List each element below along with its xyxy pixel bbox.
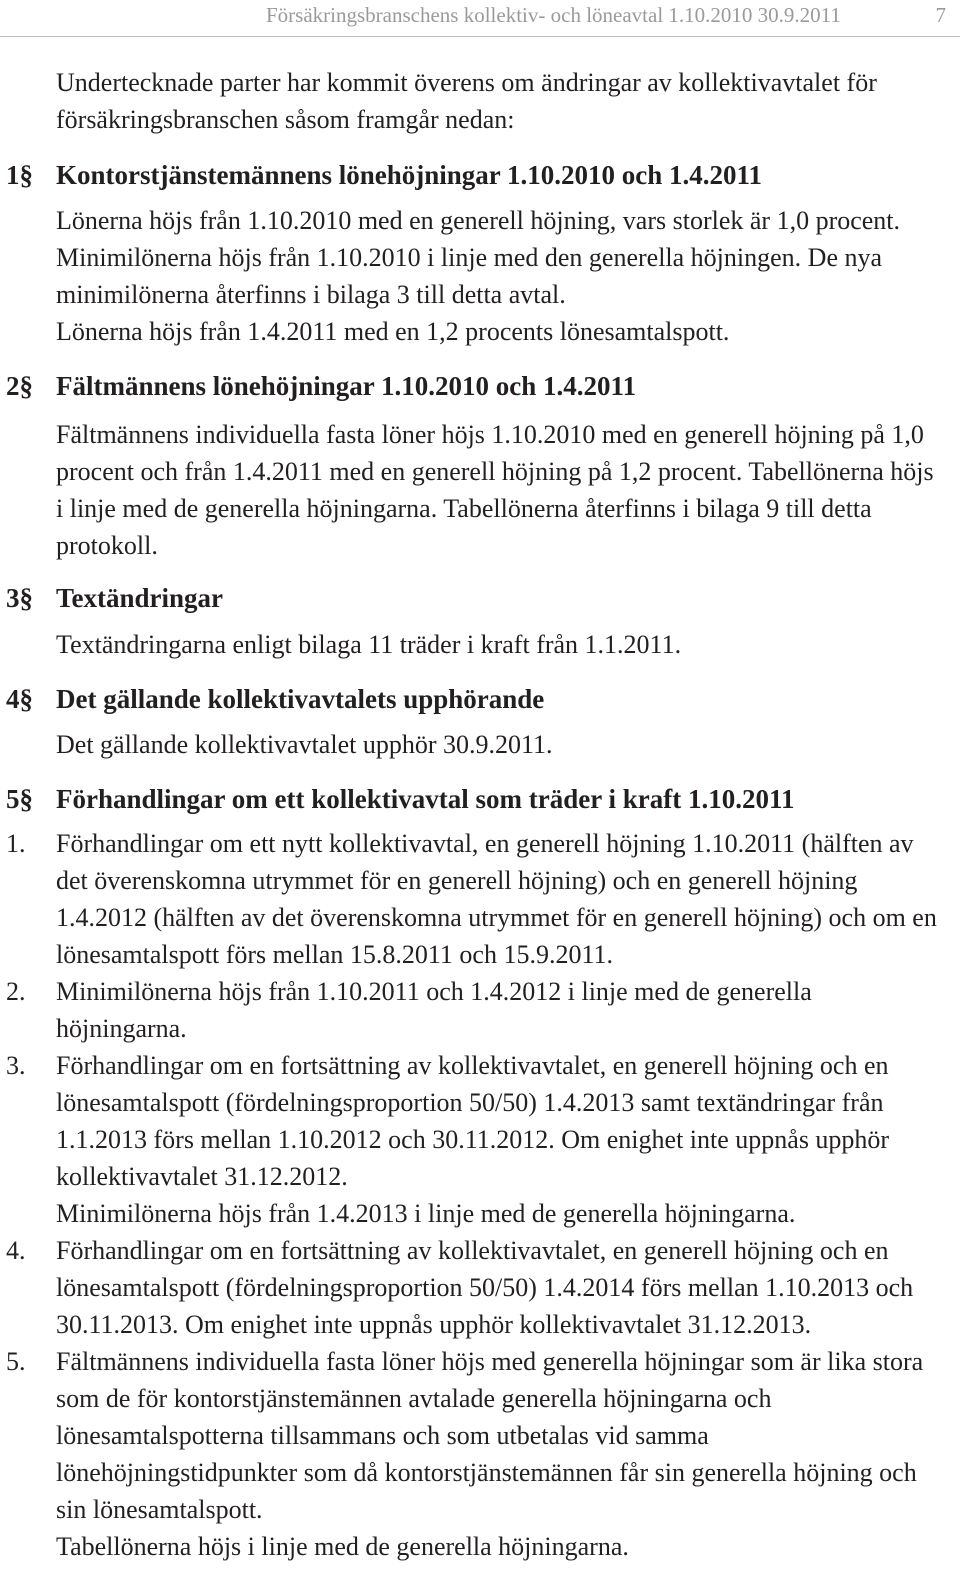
section-1-paragraph: Lönerna höjs från 1.4.2011 med en 1,2 procents lönesamtalspott. — [56, 317, 730, 346]
list-item-number: 1. — [6, 829, 26, 858]
list-item-text: Fältmännens individuella fasta löner höjs med generella höjningar som är lika stora som de för kontorstjänstemännen avtalade generella höjningarna och lönesamtalspotterna tillsammans och som utbetalas vid samma lönehöjningstidpunkter som då kontorstjänstemännen får sin generella höjning och sin lönesamtalspott. — [56, 1347, 924, 1524]
list-item-number: 4. — [6, 1236, 26, 1265]
list-item-text: Förhandlingar om en fortsättning av kollektivavtalet, en generell höjning och en lönesamtalspott (fördelningsproportion 50/50) 1.4.2014 förs mellan 1.10.2013 och 30.11.2013. Om enighet inte uppnås upphör kollektivavtalet 31.12.2013. — [56, 1236, 914, 1339]
list-item-text: Förhandlingar om ett nytt kollektivavtal, en generell höjning 1.10.2011 (hälften av det överenskomna utrymmet för en generell höjning) och en generell höjning 1.4.2012 (hälften av det överenskomna utrymmet för en generell höjning) och om en lönesamtalspott förs mellan 15.8.2011 och 15.9.2011. — [56, 829, 937, 969]
running-head — [0, 0, 960, 37]
section-title: Det gällande kollektivavtalets upphörande — [56, 684, 545, 714]
list-item-number: 3. — [6, 1051, 26, 1080]
list-item-text: Minimilönerna höjs från 1.10.2011 och 1.4.2012 i linje med de generella höjningarna. — [56, 977, 812, 1043]
section-title: Kontorstjänstemännens lönehöjningar 1.10.2010 och 1.4.2011 — [56, 160, 763, 190]
section-title: Fältmännens lönehöjningar 1.10.2010 och 1.4.2011 — [56, 371, 637, 401]
section-3-paragraph: Textändringarna enligt bilaga 11 träder i kraft från 1.1.2011. — [56, 630, 682, 659]
section-number: 2§ — [6, 371, 33, 401]
section-number: 1§ — [6, 160, 33, 190]
section-title: Förhandlingar om ett kollektivavtal som träder i kraft 1.10.2011 — [56, 784, 795, 814]
section-2-paragraph: Fältmännens individuella fasta löner höjs 1.10.2010 med en generell höjning på 1,0 procent och från 1.4.2011 med en generell höjning på 1,2 procent. Tabellönerna höjs i linje med de generella höjningarna. Tabellönerna återfinns i bilaga 9 till detta protokoll. — [56, 420, 934, 560]
section-1-paragraph: Lönerna höjs från 1.10.2010 med en generell höjning, vars storlek är 1,0 procent. Minimilönerna höjs från 1.10.2010 i linje med den generella höjningen. De nya minimilönerna återfinns i bilaga 3 till detta avtal. — [56, 206, 901, 309]
list-item-text: Tabellönerna höjs i linje med de generella höjningarna. — [56, 1532, 629, 1561]
section-number: 3§ — [6, 583, 33, 613]
list-item-number: 2. — [6, 977, 26, 1006]
section-title: Textändringar — [56, 583, 224, 613]
list-item-text: Minimilönerna höjs från 1.4.2013 i linje med de generella höjningarna. — [56, 1199, 796, 1228]
intro-paragraph: Undertecknade parter har kommit överens om ändringar av kollektivavtalet för försäkringsbranschen såsom framgår nedan: — [56, 68, 877, 134]
list-item-text: Förhandlingar om en fortsättning av kollektivavtalet, en generell höjning och en lönesamtalspott (fördelningsproportion 50/50) 1.4.2013 samt textändringar från 1.1.2013 förs mellan 1.10.2012 och 30.11.2012. Om enighet inte uppnås upphör kollektivavtalet 31.12.2012. — [56, 1051, 890, 1191]
list-item-number: 5. — [6, 1347, 26, 1376]
page-number: 7 — [935, 3, 946, 27]
section-4-paragraph: Det gällande kollektivavtalet upphör 30.9.2011. — [56, 730, 553, 759]
section-number: 4§ — [6, 684, 33, 714]
running-head-title: Försäkringsbranschens kollektiv- och löneavtal 1.10.2010 30.9.2011 — [266, 3, 841, 27]
section-number: 5§ — [6, 784, 33, 814]
